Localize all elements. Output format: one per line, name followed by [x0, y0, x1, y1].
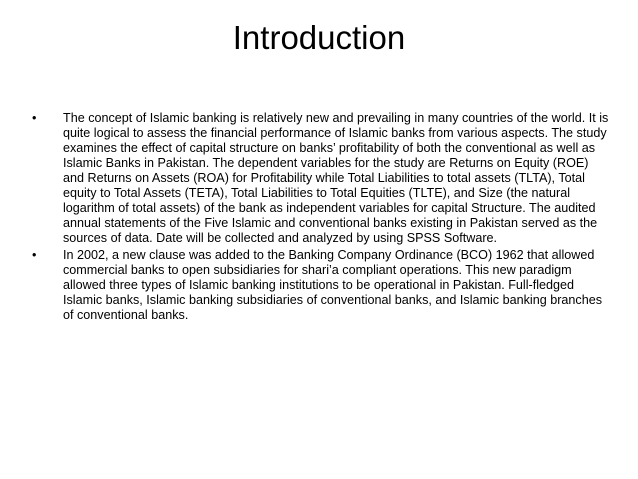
- bullet-item-concept: [30, 111, 610, 246]
- bullet-dot-icon: •: [32, 111, 37, 125]
- slide-title: Introduction: [232, 19, 406, 56]
- bullet-dot-icon: •: [32, 248, 37, 262]
- bullet-item-bco-2002: [30, 248, 610, 323]
- bullet-text: In 2002, a new clause was added to the Banking Company Ordinance (BCO) 1962 that allowed commercial banks to open subsidiaries for shari’a compliant operations. This new paradigm allowed three types of Islamic banking institutions to be operational in Pakistan. Full-fledged Islamic banks, Islamic banking subsidiaries of conventional banks, and Islamic banking branches of conventional banks.: [63, 248, 603, 322]
- bullet-text: The concept of Islamic banking is relatively new and prevailing in many countries of the world. It is quite logical to assess the financial performance of Islamic banks from various aspects. The study examines the effect of capital structure on banks’ profitability of both the conventional as well as Islamic Banks in Pakistan. The dependent variables for the study are Returns on Equity (ROE) and Returns on Assets (ROA) for Profitability while Total Liabilities to total assets (TLTA), Total equity to Total Assets (TETA), Total Liabilities to Total Equities (TLTE), and Size (the natural logarithm of total assets) of the bank as independent variables for capital Structure. The audited annual statements of the Five Islamic and conventional banks existing in Pakistan served as the sources of data. Date will be collected and analyzed by using SPSS Software.: [63, 111, 609, 245]
- bullet-list: [30, 111, 610, 325]
